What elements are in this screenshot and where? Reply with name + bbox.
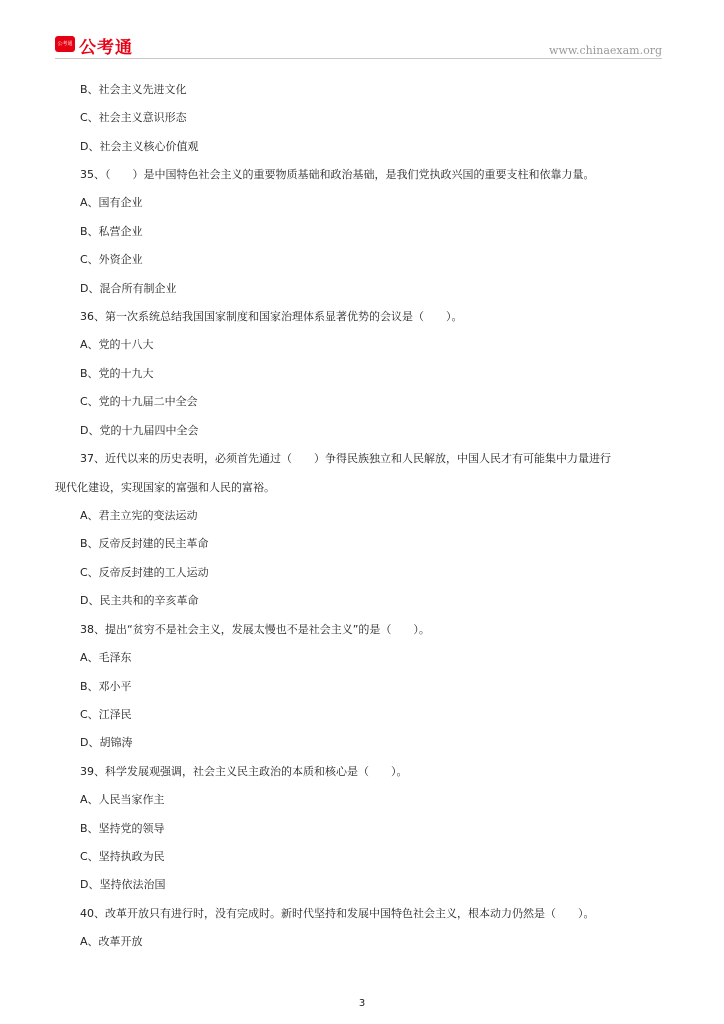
option-b: B、邓小平 bbox=[80, 680, 132, 693]
option-c: C、社会主义意识形态 bbox=[80, 111, 187, 124]
option-d: D、社会主义核心价值观 bbox=[80, 140, 199, 153]
option-c: C、外资企业 bbox=[80, 253, 143, 266]
page-number: 3 bbox=[358, 998, 366, 1009]
option-d: D、混合所有制企业 bbox=[80, 282, 177, 295]
option-c: C、党的十九届二中全会 bbox=[80, 395, 198, 408]
header-divider bbox=[55, 58, 662, 59]
site-url: www.chinaexam.org bbox=[549, 44, 662, 57]
option-d: D、胡锦涛 bbox=[80, 736, 133, 749]
option-a: A、毛泽东 bbox=[80, 651, 132, 664]
logo-text: 公考通 bbox=[79, 38, 133, 58]
option-b: B、私营企业 bbox=[80, 225, 143, 238]
option-b: B、党的十九大 bbox=[80, 367, 154, 380]
option-c: C、坚持执政为民 bbox=[80, 850, 165, 863]
option-a: A、人民当家作主 bbox=[80, 793, 165, 806]
question-38: 38、提出“贫穷不是社会主义，发展太慢也不是社会主义”的是（ ）。 bbox=[80, 623, 430, 636]
option-c: C、反帝反封建的工人运动 bbox=[80, 566, 209, 579]
option-a: A、国有企业 bbox=[80, 196, 143, 209]
question-39: 39、科学发展观强调，社会主义民主政治的本质和核心是（ ）。 bbox=[80, 765, 408, 778]
option-c: C、江泽民 bbox=[80, 708, 132, 721]
option-a: A、君主立宪的变法运动 bbox=[80, 509, 198, 522]
option-a: A、党的十八大 bbox=[80, 338, 154, 351]
page-header bbox=[0, 0, 724, 64]
question-40: 40、改革开放只有进行时，没有完成时。新时代坚持和发展中国特色社会主义，根本动力仍然是（ ）。 bbox=[80, 907, 595, 920]
option-d: D、党的十九届四中全会 bbox=[80, 424, 199, 437]
logo-icon: 公考通 bbox=[55, 36, 75, 52]
option-b: B、反帝反封建的民主革命 bbox=[80, 537, 209, 550]
option-b: B、坚持党的领导 bbox=[80, 822, 165, 835]
question-37-cont: 现代化建设，实现国家的富强和人民的富裕。 bbox=[55, 481, 275, 494]
option-a: A、改革开放 bbox=[80, 935, 143, 948]
option-d: D、坚持依法治国 bbox=[80, 878, 166, 891]
question-37: 37、近代以来的历史表明，必须首先通过（ ）争得民族独立和人民解放，中国人民才有可能集中力量进行 bbox=[80, 452, 611, 465]
option-d: D、民主共和的辛亥革命 bbox=[80, 594, 199, 607]
question-36: 36、第一次系统总结我国国家制度和国家治理体系显著优势的会议是（ ）。 bbox=[80, 310, 463, 323]
question-35: 35、（ ）是中国特色社会主义的重要物质基础和政治基础，是我们党执政兴国的重要支柱和依靠力量。 bbox=[80, 168, 595, 181]
option-b: B、社会主义先进文化 bbox=[80, 83, 187, 96]
